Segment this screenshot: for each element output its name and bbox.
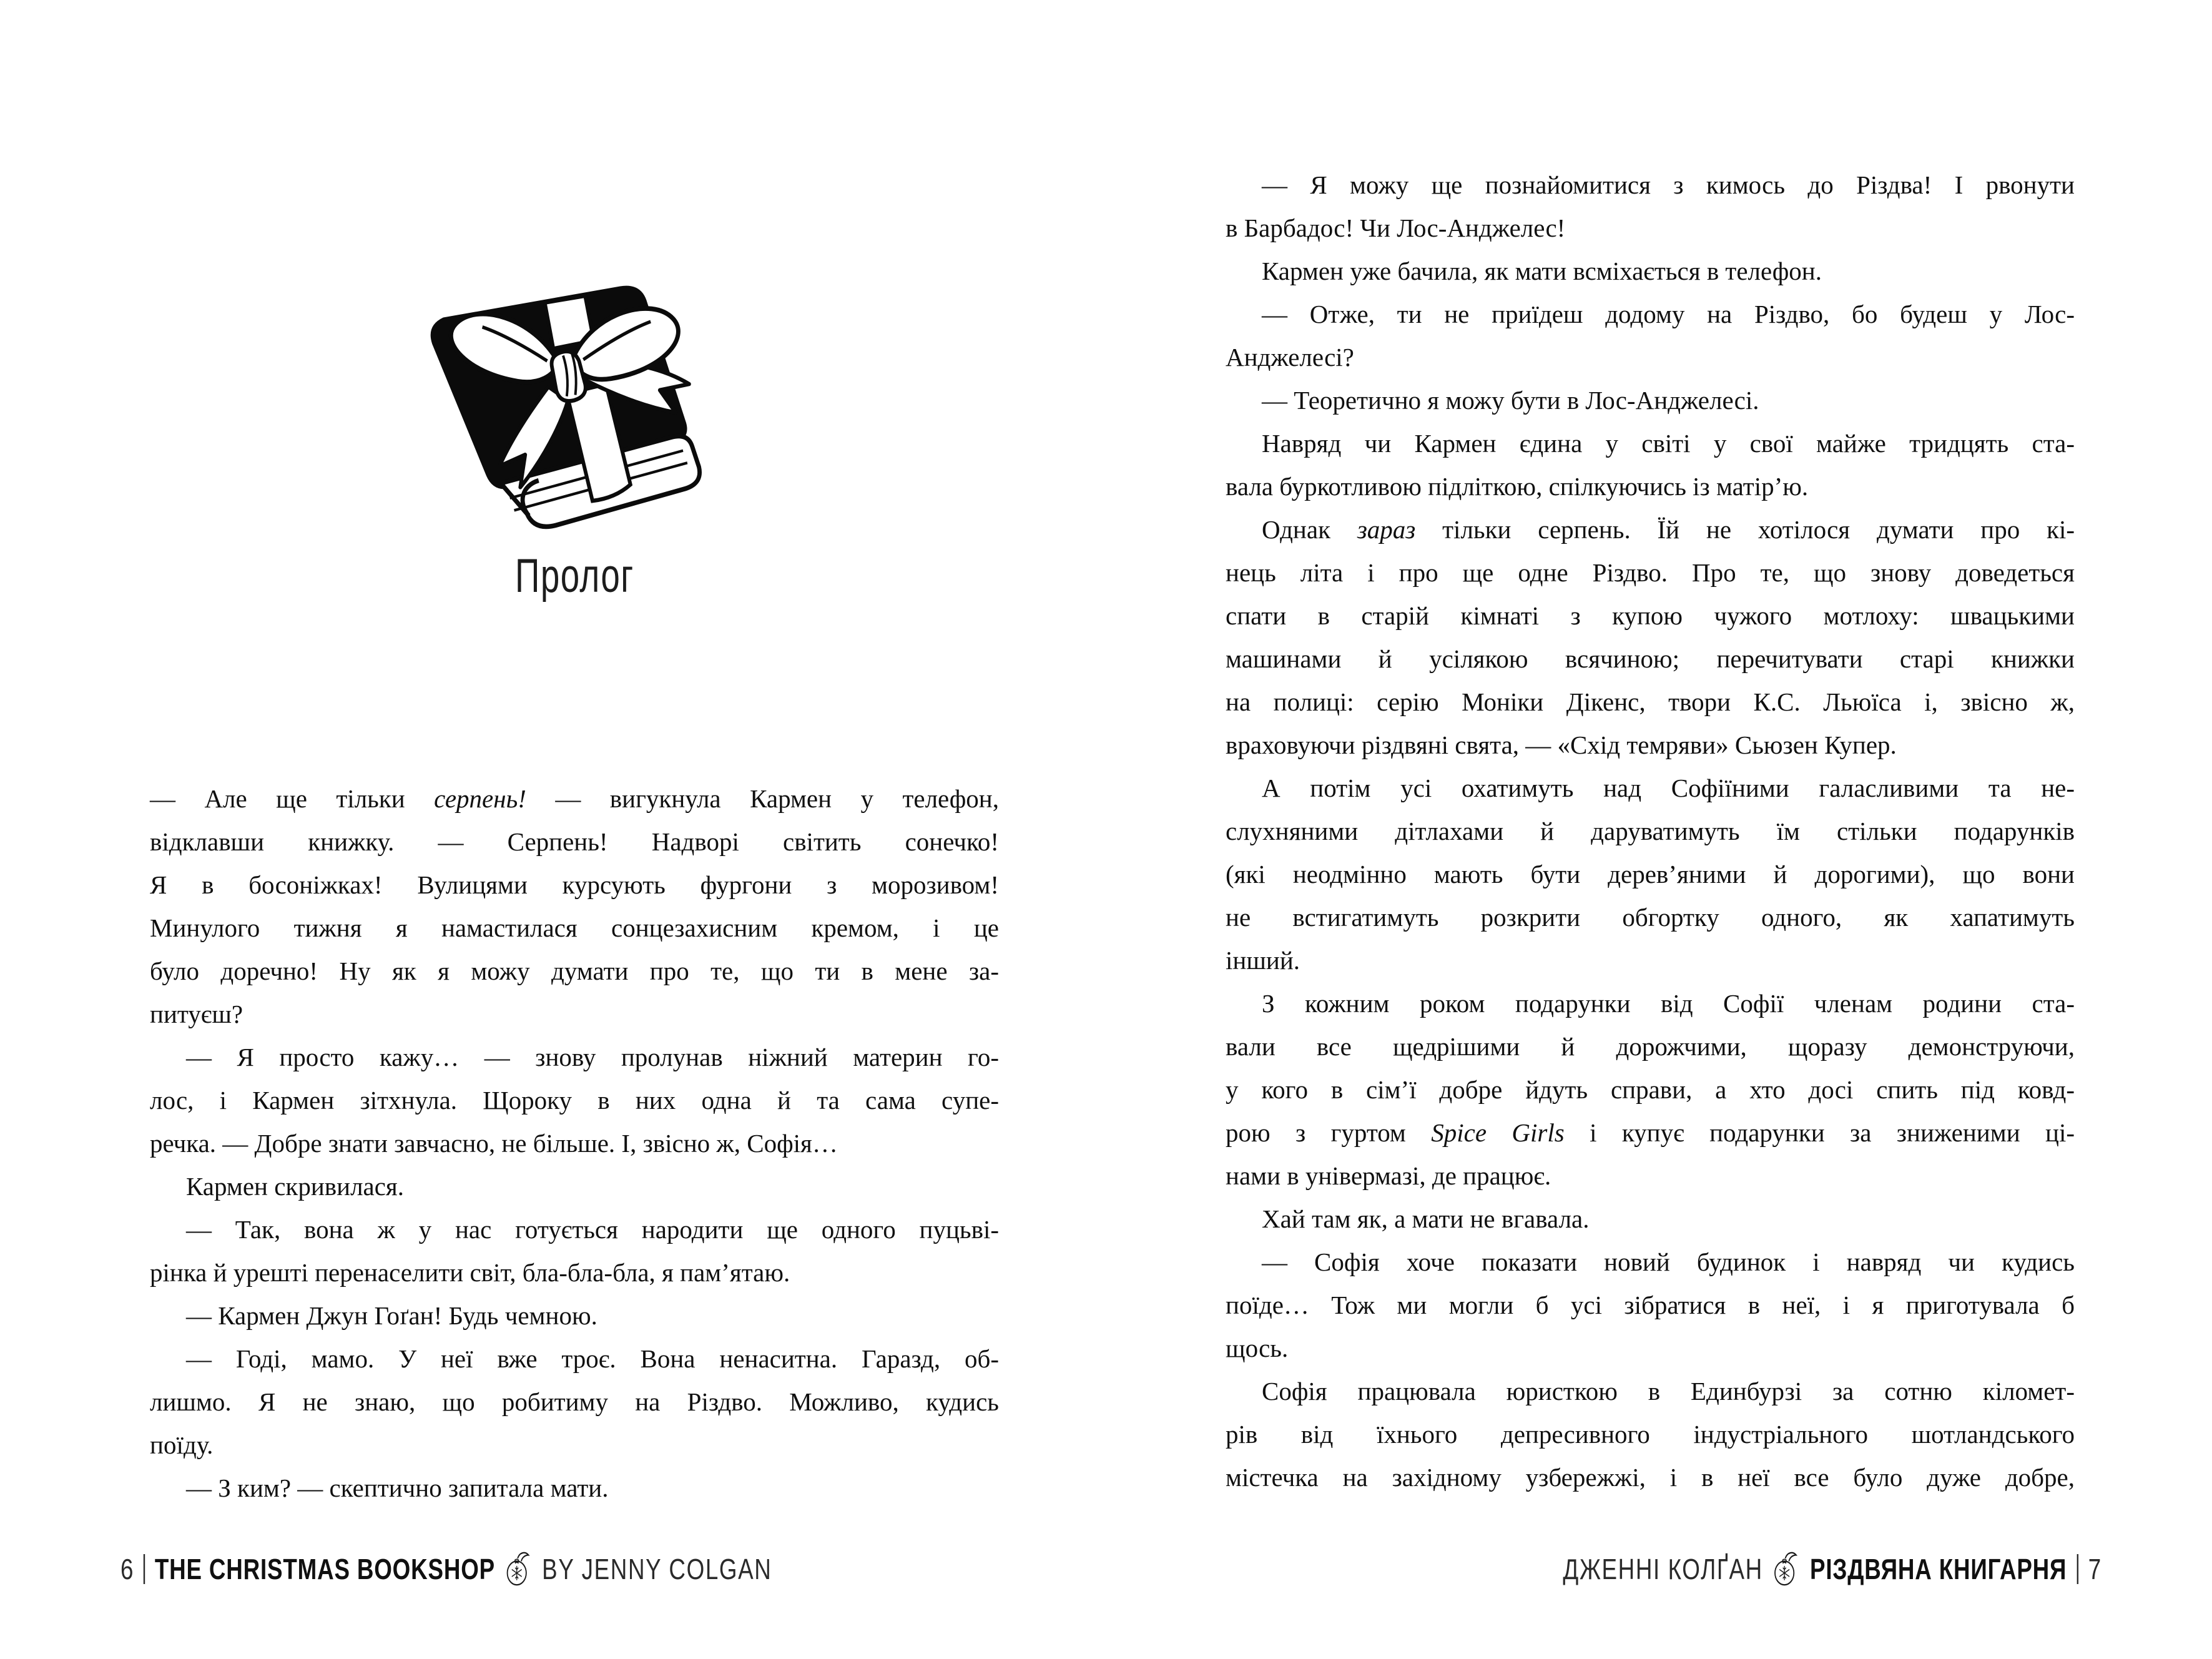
text-line: слухняними дітлахами й даруватимуть їм стільки подарунків: [1226, 817, 2075, 845]
text-line: спати в старій кімнаті з купою чужого мотлоху: швацькими: [1226, 601, 2075, 630]
text-line: — Так, вона ж у нас готується народити ще одного пуцьві-: [186, 1215, 999, 1244]
text-line: — Я просто кажу… — знову пролунав ніжний материн го-: [186, 1043, 999, 1071]
text-line: вали все щедрішими й дорожчими, щоразу демонструючи,: [1226, 1032, 2075, 1061]
page-number: 6: [120, 1553, 134, 1585]
christmas-bauble-icon: [505, 1550, 532, 1588]
text-line: на полиці: серію Моніки Дікенс, твори К.С. Льюїса і, звісно ж,: [1226, 687, 2075, 716]
text-line: враховуючи різдвяні свята, — «Схід темряви» Сьюзен Купер.: [1226, 731, 1897, 759]
text-line: Софія працювала юристкою в Единбурзі за сотню кіломет-: [1262, 1377, 2075, 1405]
footer-byline: BY JENNY COLGAN: [542, 1553, 772, 1585]
text-line: інший.: [1226, 946, 1300, 975]
text-line: — Годі, мамо. У неї вже троє. Вона ненаситна. Гаразд, об-: [186, 1344, 999, 1373]
text-line: містечка на західному узбережжі, і в неї все було дуже добре,: [1226, 1463, 2075, 1492]
text-line: Хай там як, а мати не вгавала.: [1262, 1204, 1590, 1233]
text-line: — Але ще тільки серпень! — вигукнула Кармен у телефон,: [150, 784, 999, 813]
footer-book-title: THE CHRISTMAS BOOKSHOP: [154, 1553, 495, 1585]
text-line: машинами й усілякою всячиною; перечитувати старі книжки: [1226, 644, 2075, 673]
text-line: — Отже, ти не приїдеш додому на Різдво, бо будеш у Лос-: [1262, 300, 2075, 328]
text-line: — Кармен Джун Гоґан! Будь чемною.: [186, 1301, 597, 1330]
page-number: 7: [2088, 1553, 2101, 1585]
text-line: було доречно! Ну як я можу думати про те, що ти в мене за-: [150, 957, 999, 985]
footer-divider: [143, 1554, 144, 1584]
text-line: З кожним роком подарунки від Софії членам родини ста-: [1262, 989, 2075, 1018]
text-line: — Теоретично я можу бути в Лос-Анджелесі.: [1262, 386, 1759, 415]
chapter-title: Пролог: [514, 549, 634, 603]
text-line: поїде… Тож ми могли б усі зібратися в неї, і я приготувала б: [1226, 1291, 2075, 1319]
text-line: Минулого тижня я намастилася сонцезахисним кремом, і це: [150, 913, 999, 942]
text-line: лишмо. Я не знаю, що робитиму на Різдво. Можливо, кудись: [150, 1387, 999, 1416]
gift-wrapped-book-illustration: [409, 259, 715, 531]
text-line: — Я можу ще познайомитися з кимось до Різдва! І рвонути: [1262, 170, 2075, 199]
footer-divider: [2077, 1554, 2078, 1584]
right-page: [1106, 0, 2212, 1659]
text-line: Навряд чи Кармен єдина у світі у свої майже тридцять ста-: [1262, 429, 2075, 458]
text-line: нами в універмазі, де працює.: [1226, 1161, 1551, 1190]
text-line: в Барбадос! Чи Лос-Анджелес!: [1226, 214, 1566, 242]
right-page-footer: [1428, 1547, 2101, 1591]
christmas-bauble-icon: [1773, 1550, 1800, 1588]
left-page-body-text: [150, 777, 999, 1510]
gift-wrapped-book-icon: [409, 259, 715, 531]
left-page-footer: [120, 1547, 935, 1591]
text-line: Анджелесі?: [1226, 343, 1354, 372]
text-line: вала буркотливою підліткою, спілкуючись із матір’ю.: [1226, 472, 1809, 501]
text-line: — З ким? — скептично запитала мати.: [186, 1474, 609, 1502]
text-line: нець літа і про ще одне Різдво. Про те, що знову доведеться: [1226, 558, 2075, 587]
text-line: (які неодмінно мають бути дерев’яними й дорогими), що вони: [1226, 860, 2075, 889]
text-line: Кармен скривилася.: [186, 1172, 405, 1201]
text-line: лос, і Кармен зітхнула. Щороку в них одна й та сама супе-: [150, 1086, 999, 1115]
text-line: — Софія хоче показати новий будинок і навряд чи кудись: [1262, 1248, 2075, 1276]
footer-book-title: РІЗДВЯНА КНИГАРНЯ: [1809, 1553, 2067, 1585]
text-line: поїду.: [150, 1430, 214, 1459]
text-line: рів від їхнього депресивного індустріального шотландського: [1226, 1420, 2075, 1449]
text-line: А потім усі охатимуть над Софіїними галасливими та не-: [1262, 774, 2075, 802]
text-line: Однак зараз тільки серпень. Їй не хотілося думати про кі-: [1262, 515, 2075, 544]
text-line: щось.: [1226, 1334, 1289, 1362]
text-line: рінка й урешті перенаселити світ, бла-бла-бла, я пам’ятаю.: [150, 1258, 790, 1287]
text-line: відклавши книжку. — Серпень! Надворі світить сонечко!: [150, 827, 999, 856]
footer-author: ДЖЕННІ КОЛҐАН: [1563, 1553, 1763, 1585]
text-line: рою з гуртом Spice Girls і купує подарунки за зниженими ці-: [1226, 1118, 2075, 1147]
text-line: не встигатимуть розкрити обгортку одного, як хапатимуть: [1226, 903, 2075, 932]
text-line: речка. — Добре знати завчасно, не більше. І, звісно ж, Софія…: [150, 1129, 838, 1158]
text-line: у кого в сім’ї добре йдуть справи, а хто досі спить під ковд-: [1226, 1075, 2075, 1104]
text-line: Я в босоніжках! Вулицями курсують фургони з морозивом!: [150, 870, 999, 899]
right-page-body-text: [1226, 164, 2075, 1499]
text-line: питуєш?: [150, 1000, 243, 1028]
text-line: Кармен уже бачила, як мати всміхається в телефон.: [1262, 257, 1822, 285]
